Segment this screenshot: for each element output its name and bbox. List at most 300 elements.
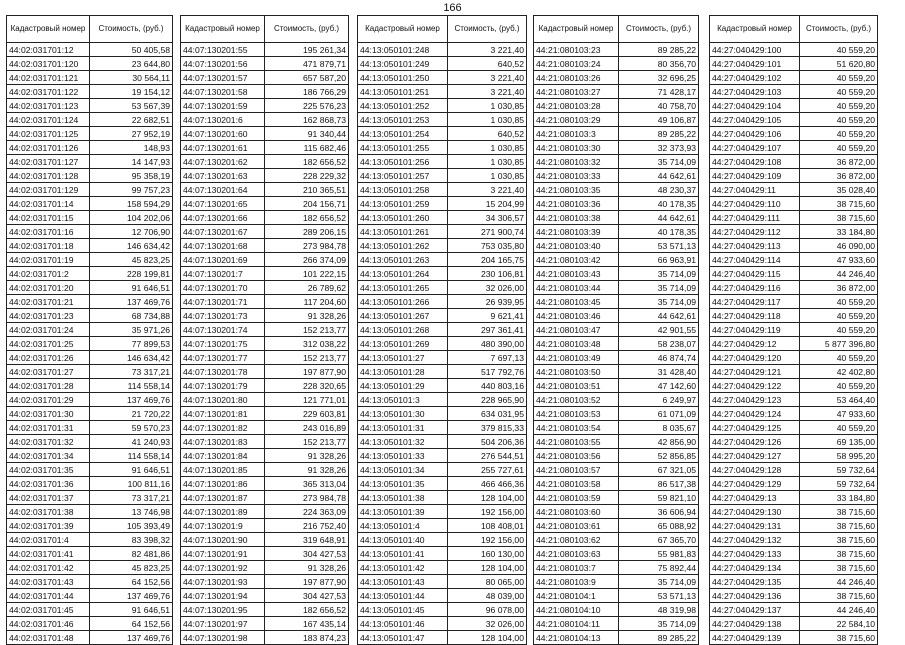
cost-value: 152 213,77 <box>265 351 349 365</box>
cadastral-number: 44:02:031701:30 <box>7 407 90 421</box>
cost-value: 33 184,80 <box>800 225 878 239</box>
cadastral-number: 44:13:050101:30 <box>358 407 448 421</box>
cadastral-number: 44:02:031701:43 <box>7 575 90 589</box>
table-row <box>534 379 699 393</box>
table-row <box>358 617 527 631</box>
cadastral-number: 44:07:130201:78 <box>181 365 265 379</box>
table-row <box>358 561 527 575</box>
cost-value: 22 682,51 <box>90 113 173 127</box>
table-row <box>534 169 699 183</box>
table-row <box>7 183 173 197</box>
table-row <box>710 589 878 603</box>
cost-value: 100 811,16 <box>90 477 173 491</box>
cadastral-number: 44:27:040429:118 <box>710 309 800 323</box>
cadastral-number: 44:21:080103:58 <box>534 477 619 491</box>
cost-value: 182 656,52 <box>265 603 349 617</box>
cost-value: 73 317,21 <box>90 491 173 505</box>
table-row <box>710 85 878 99</box>
table-row <box>534 295 699 309</box>
cost-value: 59 821,10 <box>619 491 699 505</box>
cadastral-number: 44:07:130201:68 <box>181 239 265 253</box>
table-row <box>181 211 349 225</box>
cost-value: 86 517,38 <box>619 477 699 491</box>
cadastral-number: 44:21:080103:44 <box>534 281 619 295</box>
cost-value: 42 402,80 <box>800 365 878 379</box>
table-row <box>181 631 349 645</box>
table-row <box>181 449 349 463</box>
cost-value: 657 587,20 <box>265 71 349 85</box>
cost-value: 1 030,85 <box>448 169 527 183</box>
cadastral-number: 44:07:130201:70 <box>181 281 265 295</box>
cost-value: 115 682,46 <box>265 141 349 155</box>
cadastral-number: 44:02:031701:46 <box>7 617 90 631</box>
cost-value: 35 714,09 <box>619 267 699 281</box>
cadastral-number: 44:13:050101:267 <box>358 309 448 323</box>
cadastral-number: 44:13:050101:263 <box>358 253 448 267</box>
cadastral-number: 44:21:080103:3 <box>534 127 619 141</box>
cadastral-number: 44:07:130201:55 <box>181 43 265 57</box>
cadastral-number: 44:07:130201:9 <box>181 519 265 533</box>
cost-value: 22 584,10 <box>800 617 878 631</box>
table-row <box>7 463 173 477</box>
table-row <box>710 71 878 85</box>
table-row <box>181 141 349 155</box>
table-row <box>710 533 878 547</box>
cadastral-number: 44:13:050101:251 <box>358 85 448 99</box>
table-row <box>7 239 173 253</box>
cost-value: 40 758,70 <box>619 99 699 113</box>
cost-value: 197 877,90 <box>265 575 349 589</box>
table-row <box>710 477 878 491</box>
cost-value: 66 963,91 <box>619 253 699 267</box>
cadastral-number: 44:02:031701:32 <box>7 435 90 449</box>
table-row <box>534 421 699 435</box>
cadastral-number: 44:07:130201:95 <box>181 603 265 617</box>
cadastral-number: 44:27:040429:100 <box>710 43 800 57</box>
table-row <box>181 589 349 603</box>
table-row <box>358 295 527 309</box>
cadastral-number: 44:27:040429:110 <box>710 197 800 211</box>
table-row <box>181 99 349 113</box>
cost-value: 59 732,64 <box>800 477 878 491</box>
table-row <box>7 505 173 519</box>
cadastral-number: 44:27:040429:12 <box>710 337 800 351</box>
table-row <box>181 379 349 393</box>
cost-value: 65 088,92 <box>619 519 699 533</box>
table-row <box>358 281 527 295</box>
table-row <box>181 477 349 491</box>
header-cost: Стоимость, (руб.) <box>90 16 173 43</box>
cadastral-number: 44:27:040429:127 <box>710 449 800 463</box>
cadastral-number: 44:13:050101:266 <box>358 295 448 309</box>
cost-value: 40 178,35 <box>619 225 699 239</box>
table-row <box>181 43 349 57</box>
table-row <box>181 365 349 379</box>
cost-value: 47 142,60 <box>619 379 699 393</box>
cadastral-number: 44:02:031701:39 <box>7 519 90 533</box>
cost-value: 91 646,51 <box>90 463 173 477</box>
table-row <box>358 351 527 365</box>
cost-value: 104 202,06 <box>90 211 173 225</box>
cost-value: 114 558,14 <box>90 379 173 393</box>
register-table <box>357 15 527 645</box>
cost-value: 35 028,40 <box>800 183 878 197</box>
cost-value: 50 405,58 <box>90 43 173 57</box>
cost-value: 137 469,76 <box>90 393 173 407</box>
table-row <box>358 225 527 239</box>
table-row <box>534 197 699 211</box>
cadastral-number: 44:02:031701:127 <box>7 155 90 169</box>
table-row <box>710 267 878 281</box>
table-row <box>710 141 878 155</box>
cadastral-number: 44:07:130201:60 <box>181 127 265 141</box>
cost-value: 48 039,00 <box>448 589 527 603</box>
cost-value: 266 374,09 <box>265 253 349 267</box>
cost-value: 1 030,85 <box>448 99 527 113</box>
cadastral-number: 44:02:031701:126 <box>7 141 90 155</box>
table-row <box>181 239 349 253</box>
cadastral-number: 44:07:130201:80 <box>181 393 265 407</box>
table-row <box>358 575 527 589</box>
table-row <box>534 43 699 57</box>
cadastral-number: 44:13:050101:38 <box>358 491 448 505</box>
cost-value: 753 035,80 <box>448 239 527 253</box>
table-row <box>358 99 527 113</box>
table-row <box>534 113 699 127</box>
cost-value: 30 564,11 <box>90 71 173 85</box>
cadastral-number: 44:02:031701:31 <box>7 421 90 435</box>
cost-value: 186 766,29 <box>265 85 349 99</box>
cadastral-number: 44:07:130201:86 <box>181 477 265 491</box>
table-row <box>7 631 173 645</box>
table-row <box>181 197 349 211</box>
table-row <box>710 225 878 239</box>
cost-value: 204 165,75 <box>448 253 527 267</box>
table-row <box>358 127 527 141</box>
cadastral-number: 44:02:031701:28 <box>7 379 90 393</box>
cost-value: 5 877 396,80 <box>800 337 878 351</box>
cost-value: 38 715,60 <box>800 211 878 225</box>
cadastral-number: 44:21:080103:38 <box>534 211 619 225</box>
table-row <box>7 155 173 169</box>
cadastral-number: 44:21:080103:45 <box>534 295 619 309</box>
cost-value: 71 428,17 <box>619 85 699 99</box>
table-row <box>710 127 878 141</box>
header-cost: Стоимость, (руб.) <box>800 16 878 43</box>
register-table <box>709 15 878 645</box>
cost-value: 52 856,85 <box>619 449 699 463</box>
cost-value: 228 320,65 <box>265 379 349 393</box>
cost-value: 35 714,09 <box>619 281 699 295</box>
cadastral-number: 44:13:050101:4 <box>358 519 448 533</box>
cost-value: 42 856,90 <box>619 435 699 449</box>
register-column-3 <box>357 15 527 645</box>
table-row <box>358 463 527 477</box>
cost-value: 40 178,35 <box>619 197 699 211</box>
cost-value: 38 715,60 <box>800 519 878 533</box>
cost-value: 83 398,32 <box>90 533 173 547</box>
table-row <box>710 393 878 407</box>
table-row <box>358 71 527 85</box>
table-row <box>534 631 699 645</box>
table-row <box>534 505 699 519</box>
header-cadastral: Кадастровый номер <box>710 16 800 43</box>
cost-value: 33 184,80 <box>800 491 878 505</box>
cost-value: 289 206,15 <box>265 225 349 239</box>
cadastral-number: 44:07:130201:82 <box>181 421 265 435</box>
table-row <box>181 85 349 99</box>
cost-value: 36 872,00 <box>800 155 878 169</box>
table-row <box>181 617 349 631</box>
table-row <box>358 589 527 603</box>
cost-value: 45 823,25 <box>90 253 173 267</box>
cost-value: 15 204,99 <box>448 197 527 211</box>
cadastral-number: 44:13:050101:255 <box>358 141 448 155</box>
cadastral-number: 44:13:050101:261 <box>358 225 448 239</box>
table-row <box>710 449 878 463</box>
cost-value: 34 306,57 <box>448 211 527 225</box>
table-row <box>710 603 878 617</box>
cost-value: 40 559,20 <box>800 141 878 155</box>
cadastral-number: 44:02:031701:18 <box>7 239 90 253</box>
cost-value: 216 752,40 <box>265 519 349 533</box>
cost-value: 91 646,51 <box>90 281 173 295</box>
table-row <box>358 155 527 169</box>
table-row <box>710 379 878 393</box>
cost-value: 44 246,40 <box>800 603 878 617</box>
header-cadastral: Кадастровый номер <box>181 16 265 43</box>
cost-value: 53 571,13 <box>619 239 699 253</box>
cadastral-number: 44:02:031701:4 <box>7 533 90 547</box>
cost-value: 105 393,49 <box>90 519 173 533</box>
cost-value: 35 714,09 <box>619 295 699 309</box>
cost-value: 480 390,00 <box>448 337 527 351</box>
cost-value: 40 559,20 <box>800 127 878 141</box>
cost-value: 640,52 <box>448 57 527 71</box>
cadastral-number: 44:13:050101:3 <box>358 393 448 407</box>
cost-value: 297 361,41 <box>448 323 527 337</box>
table-row <box>181 253 349 267</box>
cost-value: 230 106,81 <box>448 267 527 281</box>
cost-value: 69 135,00 <box>800 435 878 449</box>
cost-value: 137 469,76 <box>90 295 173 309</box>
table-row <box>181 435 349 449</box>
table-row <box>358 309 527 323</box>
cadastral-number: 44:13:050101:31 <box>358 421 448 435</box>
table-row <box>358 211 527 225</box>
cadastral-number: 44:13:050101:268 <box>358 323 448 337</box>
cost-value: 8 035,67 <box>619 421 699 435</box>
cadastral-number: 44:21:080103:40 <box>534 239 619 253</box>
cadastral-number: 44:27:040429:109 <box>710 169 800 183</box>
cost-value: 192 156,00 <box>448 505 527 519</box>
cost-value: 276 544,51 <box>448 449 527 463</box>
cost-value: 44 246,40 <box>800 267 878 281</box>
table-row <box>181 127 349 141</box>
cost-value: 225 576,23 <box>265 99 349 113</box>
cost-value: 40 559,20 <box>800 421 878 435</box>
cadastral-number: 44:13:050101:46 <box>358 617 448 631</box>
cadastral-number: 44:27:040429:119 <box>710 323 800 337</box>
cost-value: 128 104,00 <box>448 631 527 645</box>
table-row <box>710 519 878 533</box>
cost-value: 38 715,60 <box>800 561 878 575</box>
cadastral-number: 44:21:080103:39 <box>534 225 619 239</box>
cadastral-number: 44:27:040429:124 <box>710 407 800 421</box>
cost-value: 89 285,22 <box>619 631 699 645</box>
table-row <box>7 365 173 379</box>
table-row <box>710 365 878 379</box>
table-row <box>181 421 349 435</box>
cost-value: 40 559,20 <box>800 323 878 337</box>
table-row <box>534 589 699 603</box>
cost-value: 64 152,56 <box>90 617 173 631</box>
table-row <box>710 561 878 575</box>
cost-value: 61 071,09 <box>619 407 699 421</box>
cadastral-number: 44:07:130201:75 <box>181 337 265 351</box>
cost-value: 13 746,98 <box>90 505 173 519</box>
cost-value: 42 901,55 <box>619 323 699 337</box>
table-row <box>7 533 173 547</box>
cadastral-number: 44:27:040429:113 <box>710 239 800 253</box>
cadastral-number: 44:07:130201:61 <box>181 141 265 155</box>
cost-value: 91 328,26 <box>265 309 349 323</box>
cost-value: 53 567,39 <box>90 99 173 113</box>
cost-value: 32 696,25 <box>619 71 699 85</box>
cost-value: 40 559,20 <box>800 379 878 393</box>
table-row <box>181 337 349 351</box>
table-row <box>534 533 699 547</box>
cadastral-number: 44:21:080103:56 <box>534 449 619 463</box>
table-row <box>358 519 527 533</box>
table-row <box>181 519 349 533</box>
cadastral-number: 44:21:080103:48 <box>534 337 619 351</box>
table-row <box>7 561 173 575</box>
cost-value: 41 240,93 <box>90 435 173 449</box>
cadastral-number: 44:07:130201:90 <box>181 533 265 547</box>
cadastral-number: 44:27:040429:128 <box>710 463 800 477</box>
table-row <box>710 281 878 295</box>
table-row <box>358 547 527 561</box>
table-row <box>7 449 173 463</box>
cost-value: 77 899,53 <box>90 337 173 351</box>
cost-value: 312 038,22 <box>265 337 349 351</box>
table-row <box>710 43 878 57</box>
table-row <box>7 575 173 589</box>
table-row <box>358 141 527 155</box>
table-row <box>7 43 173 57</box>
cadastral-number: 44:21:080103:23 <box>534 43 619 57</box>
cost-value: 40 559,20 <box>800 43 878 57</box>
table-row <box>534 575 699 589</box>
cost-value: 35 714,09 <box>619 155 699 169</box>
cost-value: 31 428,40 <box>619 365 699 379</box>
cost-value: 38 715,60 <box>800 547 878 561</box>
cost-value: 365 313,04 <box>265 477 349 491</box>
table-row <box>534 57 699 71</box>
cost-value: 162 868,73 <box>265 113 349 127</box>
table-row <box>358 421 527 435</box>
cost-value: 26 789,62 <box>265 281 349 295</box>
cost-value: 89 285,22 <box>619 43 699 57</box>
table-row <box>7 351 173 365</box>
cadastral-number: 44:02:031701:122 <box>7 85 90 99</box>
cadastral-number: 44:02:031701:124 <box>7 113 90 127</box>
cadastral-number: 44:27:040429:129 <box>710 477 800 491</box>
cost-value: 67 321,05 <box>619 463 699 477</box>
cadastral-number: 44:21:080103:28 <box>534 99 619 113</box>
table-row <box>181 463 349 477</box>
table-row <box>7 281 173 295</box>
cadastral-number: 44:21:080103:52 <box>534 393 619 407</box>
cost-value: 58 995,20 <box>800 449 878 463</box>
cadastral-number: 44:27:040429:123 <box>710 393 800 407</box>
table-row <box>358 435 527 449</box>
cadastral-number: 44:07:130201:69 <box>181 253 265 267</box>
cadastral-number: 44:27:040429:103 <box>710 85 800 99</box>
cadastral-number: 44:21:080103:46 <box>534 309 619 323</box>
cadastral-number: 44:13:050101:35 <box>358 477 448 491</box>
table-row <box>710 99 878 113</box>
cadastral-number: 44:02:031701:2 <box>7 267 90 281</box>
cost-value: 504 206,36 <box>448 435 527 449</box>
cadastral-number: 44:21:080104:11 <box>534 617 619 631</box>
table-row <box>710 505 878 519</box>
cost-value: 80 065,00 <box>448 575 527 589</box>
cadastral-number: 44:27:040429:115 <box>710 267 800 281</box>
cost-value: 95 358,19 <box>90 169 173 183</box>
table-row <box>534 603 699 617</box>
cadastral-number: 44:21:080103:50 <box>534 365 619 379</box>
cadastral-number: 44:07:130201:71 <box>181 295 265 309</box>
table-row <box>710 155 878 169</box>
table-row <box>181 295 349 309</box>
cadastral-number: 44:21:080103:30 <box>534 141 619 155</box>
cadastral-number: 44:07:130201:62 <box>181 155 265 169</box>
cost-value: 229 603,81 <box>265 407 349 421</box>
cadastral-number: 44:13:050101:259 <box>358 197 448 211</box>
cadastral-number: 44:21:080104:10 <box>534 603 619 617</box>
cost-value: 1 030,85 <box>448 141 527 155</box>
table-row <box>181 323 349 337</box>
cadastral-number: 44:21:080103:9 <box>534 575 619 589</box>
cadastral-number: 44:07:130201:92 <box>181 561 265 575</box>
cadastral-number: 44:13:050101:28 <box>358 365 448 379</box>
table-row <box>358 449 527 463</box>
cadastral-number: 44:13:050101:264 <box>358 267 448 281</box>
cadastral-number: 44:02:031701:120 <box>7 57 90 71</box>
cost-value: 158 594,29 <box>90 197 173 211</box>
cost-value: 273 984,78 <box>265 491 349 505</box>
table-row <box>534 71 699 85</box>
cadastral-number: 44:27:040429:116 <box>710 281 800 295</box>
cadastral-number: 44:13:050101:248 <box>358 43 448 57</box>
cost-value: 210 365,51 <box>265 183 349 197</box>
cost-value: 32 026,00 <box>448 281 527 295</box>
table-row <box>181 113 349 127</box>
cost-value: 228 965,90 <box>448 393 527 407</box>
cadastral-number: 44:02:031701:15 <box>7 211 90 225</box>
table-row <box>710 463 878 477</box>
cadastral-number: 44:13:050101:41 <box>358 547 448 561</box>
cost-value: 634 031,95 <box>448 407 527 421</box>
cadastral-number: 44:07:130201:66 <box>181 211 265 225</box>
cost-value: 137 469,76 <box>90 631 173 645</box>
cost-value: 152 213,77 <box>265 435 349 449</box>
cadastral-number: 44:07:130201:58 <box>181 85 265 99</box>
cost-value: 32 026,00 <box>448 617 527 631</box>
table-row <box>7 197 173 211</box>
